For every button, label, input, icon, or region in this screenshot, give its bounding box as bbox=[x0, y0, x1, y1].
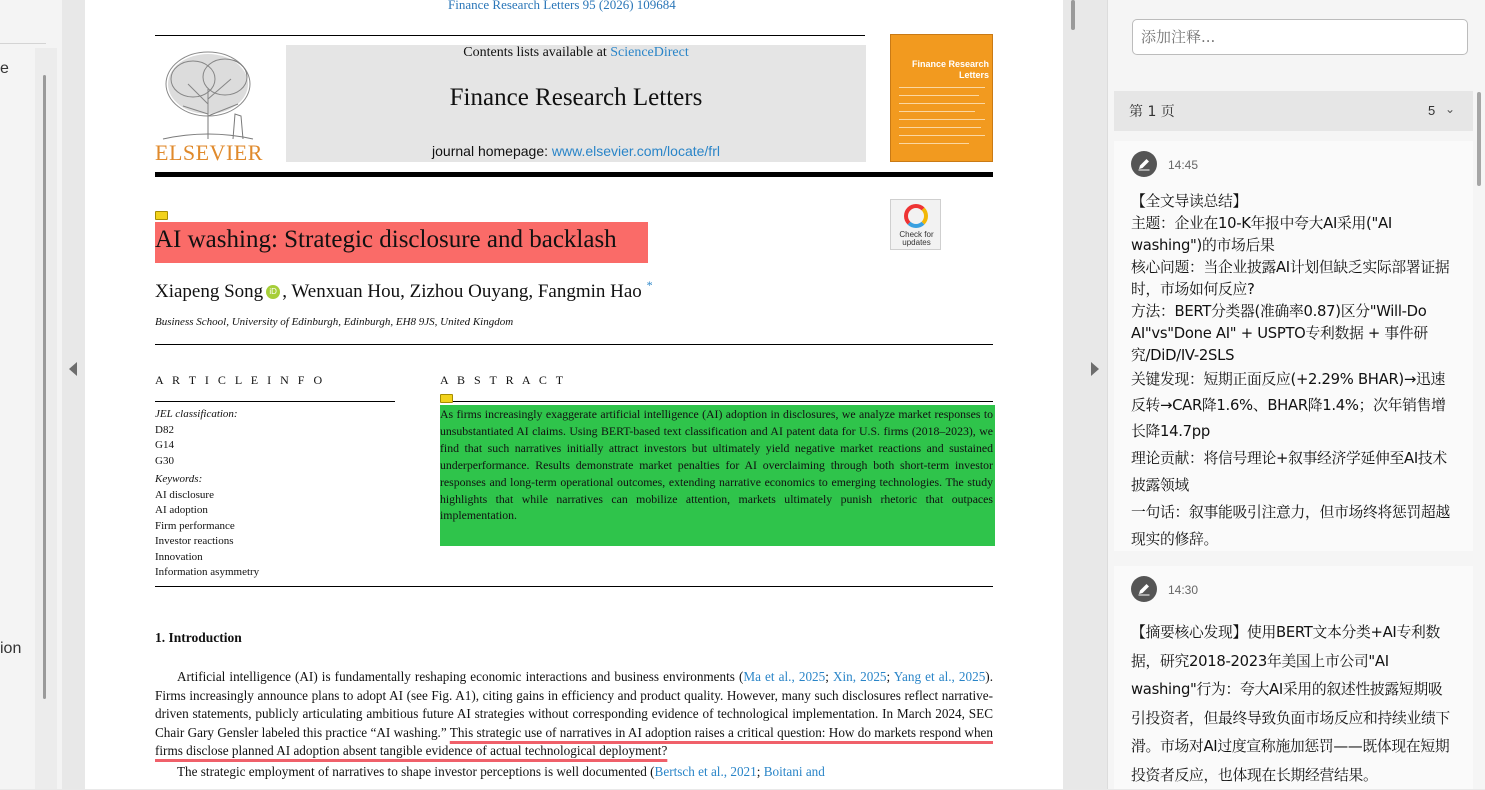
article-info-heading: A R T I C L E I N F O bbox=[155, 373, 326, 387]
author-name[interactable]: Zizhou Ouyang bbox=[409, 281, 529, 302]
pdf-page bbox=[85, 0, 1063, 789]
divider bbox=[155, 586, 993, 587]
contents-line: Contents lists available at ScienceDirect bbox=[463, 45, 689, 60]
citation-link[interactable]: Xin, 2025 bbox=[832, 669, 887, 684]
left-side-panel bbox=[0, 0, 62, 789]
paragraph: Artificial intelligence (AI) is fundamentally reshaping economic interactions and business environments (Ma et al., 2025; Xin, 2025; Yang et al., 2025). Firms increasingly announce plans to adopt AI (see Fig. A1), citing gains in efficiency and product quality. However, many such disclosures reflect narrative-driven statements, publicly articulating ambitious future AI strategies without corresponding evidence of technological implementation. In March 2024, SEC Chair Gary Gensler labeled this practice “AI washing.” This strategic use of narratives in AI adoption raises a critical question: How do markets respond when firms disclose planned AI adoption absent tangible evidence of actual technological deployment? bbox=[155, 669, 993, 759]
comment-note-icon[interactable] bbox=[155, 211, 168, 220]
divider bbox=[155, 172, 993, 177]
divider bbox=[155, 35, 865, 36]
annotations-panel bbox=[1107, 0, 1485, 789]
homepage-link[interactable]: www.elsevier.com/locate/frl bbox=[551, 143, 720, 159]
citation-link[interactable]: Yang et al., 2025 bbox=[893, 669, 986, 684]
jel-label: JEL classification: bbox=[155, 408, 238, 420]
article-info bbox=[155, 407, 395, 581]
paper-title: AI washing: Strategic disclosure and backlash bbox=[155, 226, 617, 253]
orcid-icon[interactable]: iD bbox=[266, 285, 280, 299]
divider bbox=[155, 401, 395, 402]
next-page-arrow-icon[interactable] bbox=[1091, 362, 1099, 376]
journal-title: Finance Research Letters bbox=[449, 84, 703, 111]
check-for-updates-badge[interactable]: Check for updates bbox=[890, 199, 941, 250]
pen-icon bbox=[1131, 576, 1157, 602]
annotation-time: 14:30 bbox=[1168, 583, 1199, 597]
page-label: 第 1 页 bbox=[1129, 104, 1175, 120]
abstract-text: As firms increasingly exaggerate artificial intelligence (AI) adoption in disclosures, we analyze market responses to unsubstantiated AI claims. Using BERT-based text classification and AI patent data for U.S. firms (2018–2023), we find that such narratives initially attract investors but ultimately yield negative market reactions and sustained underperformance. Results demonstrate market penalties for AI overclaiming through both short-term investor responses and long-term operational outcomes, extending narrative economics to emerging technologies. The study highlights that while narratives can mobilize attention, markets ultimately punish rhetoric that outpaces implementation. bbox=[440, 407, 993, 523]
keyword: AI adoption bbox=[155, 504, 208, 516]
panel-scrollbar[interactable] bbox=[1477, 92, 1481, 186]
homepage-line: journal homepage: www.elsevier.com/locate/frl bbox=[432, 143, 720, 159]
corresponding-author-mark[interactable]: * bbox=[646, 278, 653, 292]
publisher-logo-text: ELSEVIER bbox=[155, 140, 263, 165]
keyword: Investor reactions bbox=[155, 535, 234, 547]
paragraph: The strategic employment of narratives to shape investor perceptions is well documented (Bertsch et al., 2021; Boitani and bbox=[177, 763, 825, 779]
journal-cover-image bbox=[890, 34, 993, 162]
introduction-text bbox=[155, 668, 993, 782]
comment-note-icon[interactable] bbox=[440, 394, 453, 403]
underline-annotation[interactable]: This strategic use of narratives in AI adoption raises a critical question: How do markets respond when firms disclose planned AI adoption absent tangible evidence of actual technological deployment? bbox=[155, 724, 993, 759]
annotation-card[interactable] bbox=[1114, 566, 1473, 789]
left-scrollbar[interactable] bbox=[43, 75, 46, 699]
left-text-fragment: ion bbox=[0, 640, 22, 657]
annotation-count: 5 bbox=[1428, 103, 1436, 118]
citation-link[interactable]: Bertsch et al., 2021 bbox=[654, 763, 757, 779]
update-ring-icon bbox=[904, 204, 928, 228]
section-heading: 1. Introduction bbox=[155, 630, 242, 645]
author-name[interactable]: Fangmin Hao bbox=[537, 281, 642, 302]
chevron-down-icon[interactable]: ⌄ bbox=[1445, 102, 1456, 116]
add-annotation-input[interactable] bbox=[1132, 19, 1468, 55]
divider bbox=[0, 43, 46, 44]
keyword: Information asymmetry bbox=[155, 566, 260, 578]
cover-title: Finance Research Letters bbox=[911, 59, 989, 80]
author-name[interactable]: Xiapeng Song bbox=[155, 281, 264, 302]
citation-link[interactable]: Boitani and bbox=[763, 763, 825, 779]
annotation-card[interactable] bbox=[1114, 141, 1473, 551]
pen-icon bbox=[1131, 151, 1157, 177]
affiliation: Business School, University of Edinburgh, Edinburgh, EH8 9JS, United Kingdom bbox=[155, 316, 514, 328]
divider bbox=[440, 401, 993, 402]
author-name[interactable]: Wenxuan Hou bbox=[291, 281, 401, 302]
sciencedirect-link[interactable]: ScienceDirect bbox=[610, 45, 689, 60]
annotation-text: 【全文导读总结】 主题：企业在10-K年报中夸大AI采用("AI washing")的市场后果 核心问题：当企业披露AI计划但缺乏实际部署证据时，市场如何反应? 方法：BERT分类器(准确率0.87)区分"Will-Do AI"vs"Done AI" + USPTO专利数据 + 事件研究/DiD/IV-2SLS 关键发现：短期正面反应(+2.29% BHAR)→迅速反转→CAR降1.6%、BHAR降1.4%；次年销售增长降14.7pp 理论贡献：将信号理论+叙事经济学延伸至AI技术披露领域 一句话：叙事能吸引注意力，但市场终将惩罚超越现实的修辞。 bbox=[1131, 193, 1450, 548]
jel-code: D82 bbox=[155, 423, 174, 436]
keyword: Innovation bbox=[155, 550, 203, 563]
abstract-heading: A B S T R A C T bbox=[440, 373, 567, 387]
jel-code: G30 bbox=[155, 454, 174, 467]
annotation-text: 【摘要核心发现】使用BERT文本分类+AI专利数据，研究2018-2023年美国上市公司"AI washing"行为：夸大AI采用的叙述性披露短期吸引投资者，但最终导致负面市场反应和持续业绩下滑。市场对AI过度宣称施加惩罚——既体现在短期投资者反应，也体现在长期经营结果。 bbox=[1131, 624, 1450, 784]
jel-code: G14 bbox=[155, 439, 174, 451]
keyword: Firm performance bbox=[155, 519, 235, 532]
document-scrollbar[interactable] bbox=[1071, 0, 1075, 30]
left-text-fragment: e bbox=[0, 60, 9, 77]
journal-reference[interactable]: Finance Research Letters 95 (2026) 109684 bbox=[448, 0, 676, 12]
keyword: AI disclosure bbox=[155, 488, 214, 501]
page-group-header[interactable] bbox=[1114, 91, 1473, 131]
keywords-label: Keywords: bbox=[155, 473, 203, 485]
annotation-time: 14:45 bbox=[1168, 158, 1199, 172]
thumbnail-strip bbox=[35, 48, 57, 789]
citation-link[interactable]: Ma et al., 2025 bbox=[743, 669, 826, 684]
prev-page-arrow-icon[interactable] bbox=[69, 362, 77, 376]
divider bbox=[155, 344, 993, 345]
author-list: Xiapeng Song iD , Wenxuan Hou, Zizhou Ouyang, Fangmin Hao * bbox=[155, 278, 653, 302]
